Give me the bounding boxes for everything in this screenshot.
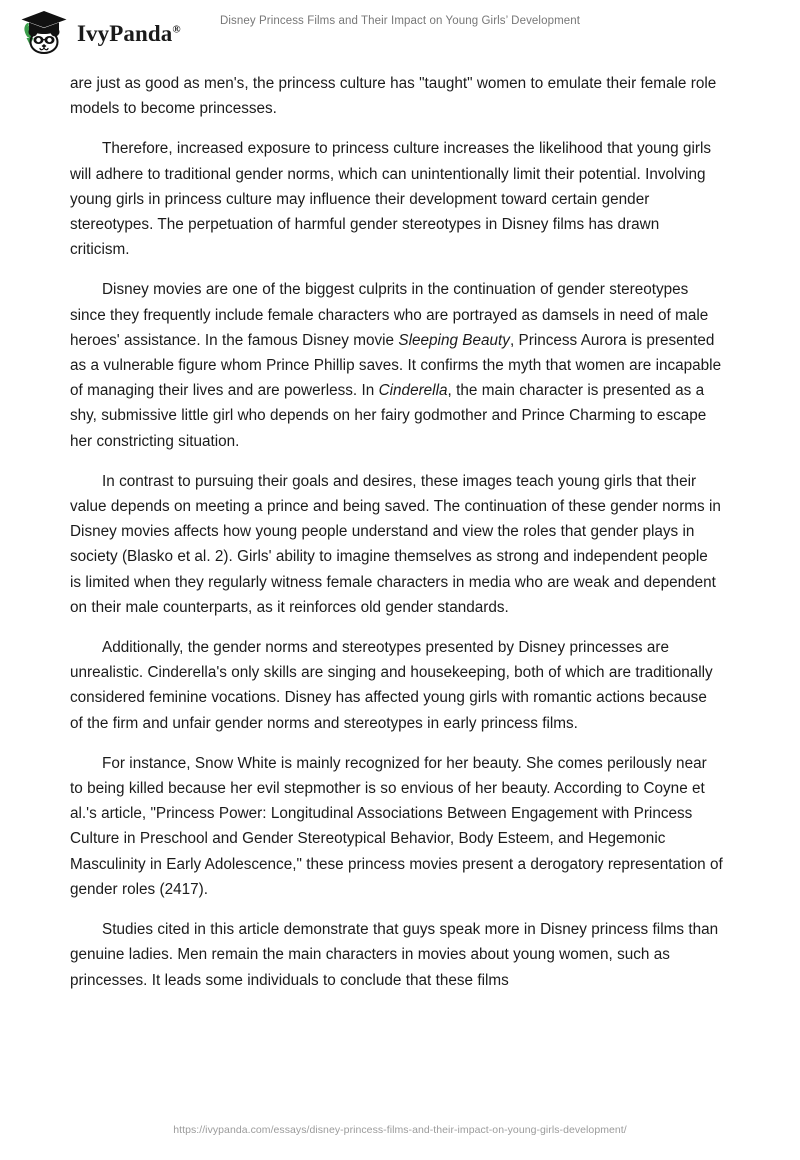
text-run: Additionally, the gender norms and stereotypes presented by Disney princesses are unrealistic. Cinderella's only skills are singing and housekeeping, both of which are traditionally considered feminine vocations. Disney has affected young girls with romantic actions because of the firm and unfair gender norms and stereotypes in early princess films. xyxy=(70,639,713,732)
page-footer xyxy=(0,1120,800,1138)
italic-title: Cinderella xyxy=(378,382,448,400)
paragraph xyxy=(70,635,723,736)
text-run: Studies cited in this article demonstrate that guys speak more in Disney princess films than genuine ladies. Men remain the main characters in movies about young women, such as princesses. It leads some individuals to conclude that these films xyxy=(70,921,719,989)
paragraph xyxy=(70,277,723,453)
text-run: , the main character is presented as a shy, submissive little girl who depends on her fairy godmother and Prince Charming to escape her constricting situation. xyxy=(70,382,707,450)
text-run: In contrast to pursuing their goals and desires, these images teach young girls that their value depends on meeting a prince and being saved. The continuation of these gender norms in Disney movies affects how young people understand and view the roles that gender plays in society (Blasko et al. 2). Girls' ability to imagine themselves as strong and independent people is limited when they regularly witness female characters in media who are weak and dependent on their male counterparts, as it reinforces old gender standards. xyxy=(70,472,721,616)
document-body xyxy=(70,71,723,993)
paragraph xyxy=(70,136,723,262)
paragraph xyxy=(70,469,723,620)
brand-name-text: IvyPanda xyxy=(77,20,173,46)
paragraph xyxy=(70,71,723,121)
text-run: , Princess Aurora is presented as a vulnerable figure whom Prince Phillip saves. It confirms the myth that women are incapable of managing their lives and are powerless. In xyxy=(70,331,722,400)
registered-trademark-symbol: ® xyxy=(172,22,181,35)
italic-title: Sleeping Beauty xyxy=(398,331,510,349)
page-header xyxy=(0,0,800,62)
running-head-title: Disney Princess Films and Their Impact on Young Girls’ Development xyxy=(219,15,581,27)
text-run: Disney movies are one of the biggest culprits in the continuation of gender stereotypes since they frequently include female characters who are portrayed as damsels in need of male heroes' assistance. In the famous Disney movie xyxy=(70,281,709,349)
text-run: are just as good as men's, the princess culture has "taught" women to emulate their female role models to become princesses. xyxy=(70,75,717,118)
text-run: Therefore, increased exposure to princess culture increases the likelihood that young girls will adhere to traditional gender norms, which can unintentionally limit their potential. Involving young girls in princess culture may influence their development toward certain gender stereotypes. The perpetuation of harmful gender stereotypes in Disney films has drawn criticism. xyxy=(70,140,712,259)
source-url[interactable]: https://ivypanda.com/essays/disney-princess-films-and-their-impact-on-young-girls-development/ xyxy=(173,1124,627,1136)
paragraph xyxy=(70,917,723,993)
paragraph xyxy=(70,751,723,902)
text-run: For instance, Snow White is mainly recognized for her beauty. She comes perilously near to being killed because her evil stepmother is so envious of her beauty. According to Coyne et al.'s article, "Princess Power: Longitudinal Associations Between Engagement with Princess Culture in Preschool and Gender Stereotypical Behavior, Body Esteem, and Hegemonic Masculinity in Early Adolescence," these princess movies present a derogatory representation of gender roles (2417). xyxy=(70,754,723,898)
